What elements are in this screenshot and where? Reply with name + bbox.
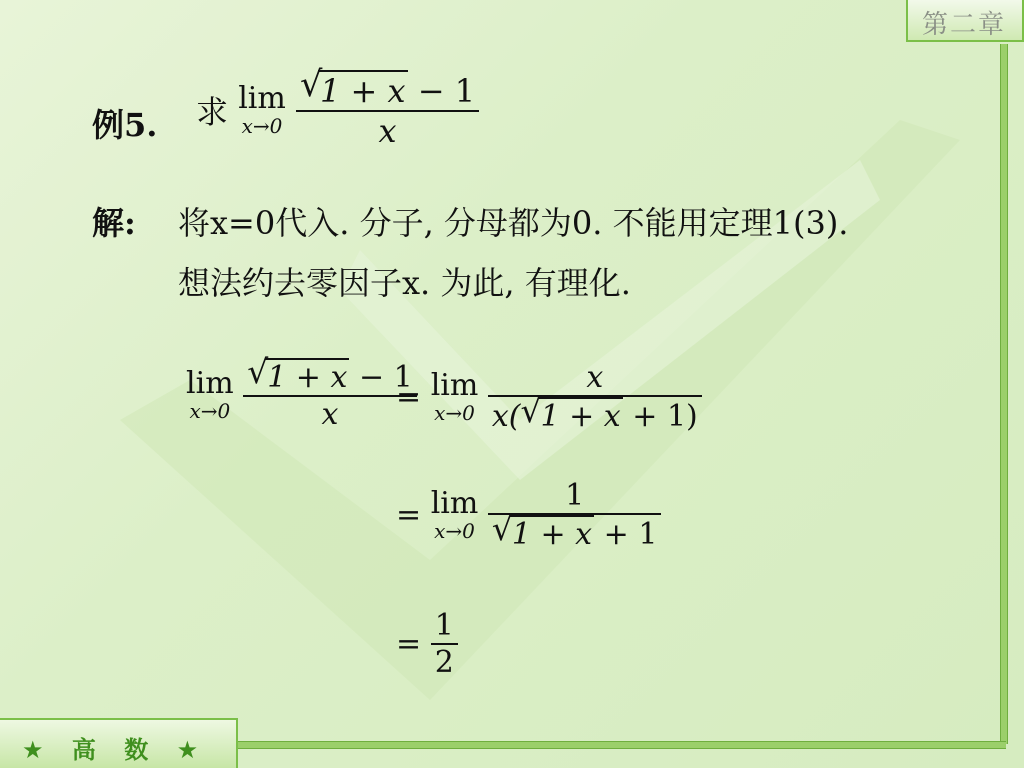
derivation-step-3	[396, 478, 661, 552]
numerator-rest: − 1	[417, 72, 476, 110]
denominator: 2	[434, 645, 454, 680]
numerator-radicand: 1 + x	[320, 72, 406, 110]
denominator: x	[378, 112, 397, 150]
example-fraction	[296, 70, 479, 150]
example-prompt: 求	[196, 93, 229, 131]
lim-subscript: x→0	[434, 519, 475, 543]
denominator: x	[321, 397, 339, 432]
footer-tab[interactable]	[0, 718, 238, 768]
denominator-radicand: 1 + x	[511, 517, 593, 552]
solution-line-2: 想法约去零因子x. 为此, 有理化.	[178, 264, 631, 302]
example-label: 例5.	[92, 106, 158, 144]
equals-sign: =	[396, 497, 422, 533]
denominator-suffix: + 1)	[632, 399, 698, 434]
lim-word: lim	[430, 368, 479, 403]
step3-fraction	[488, 478, 662, 552]
denominator-radicand: 1 + x	[540, 399, 621, 434]
example-expression	[196, 70, 479, 150]
derivation-step-4	[396, 608, 458, 680]
chapter-label: 第二章	[922, 10, 1007, 40]
numerator-rest: − 1	[358, 360, 413, 395]
limit-operator	[238, 83, 286, 137]
lim-subscript: x→0	[434, 401, 475, 425]
footer-label: ★ 高 数 ★	[22, 736, 209, 764]
denominator-suffix: + 1	[603, 517, 658, 552]
numerator: 1	[565, 478, 585, 513]
solution-label: 解:	[92, 204, 136, 242]
step1-fraction	[243, 358, 417, 432]
equals-sign: =	[396, 379, 422, 415]
numerator-radicand: 1 + x	[267, 360, 348, 395]
derivation-step-1	[186, 358, 417, 432]
sqrt-symbol	[521, 397, 623, 434]
denominator-prefix: x(	[491, 399, 521, 434]
numerator: 1	[434, 608, 454, 643]
sqrt-symbol	[247, 358, 349, 395]
step4-fraction	[431, 608, 458, 680]
limit-operator	[186, 368, 234, 422]
sqrt-symbol	[300, 70, 408, 110]
lim-word: lim	[238, 81, 286, 116]
sqrt-symbol	[492, 515, 594, 552]
lim-subscript: x→0	[189, 399, 231, 423]
equals-sign: =	[396, 626, 422, 662]
derivation-step-2	[396, 360, 702, 434]
lim-subscript: x→0	[241, 114, 283, 138]
numerator: x	[586, 360, 604, 395]
step2-fraction	[488, 360, 702, 434]
chapter-tab[interactable]	[906, 0, 1024, 42]
limit-operator	[431, 488, 479, 542]
solution-line-1: 将x=0代入. 分子, 分母都为0. 不能用定理1(3).	[178, 204, 849, 242]
limit-operator	[431, 370, 479, 424]
lim-word: lim	[430, 486, 479, 521]
frame-right	[1000, 44, 1008, 744]
lim-word: lim	[186, 366, 234, 401]
